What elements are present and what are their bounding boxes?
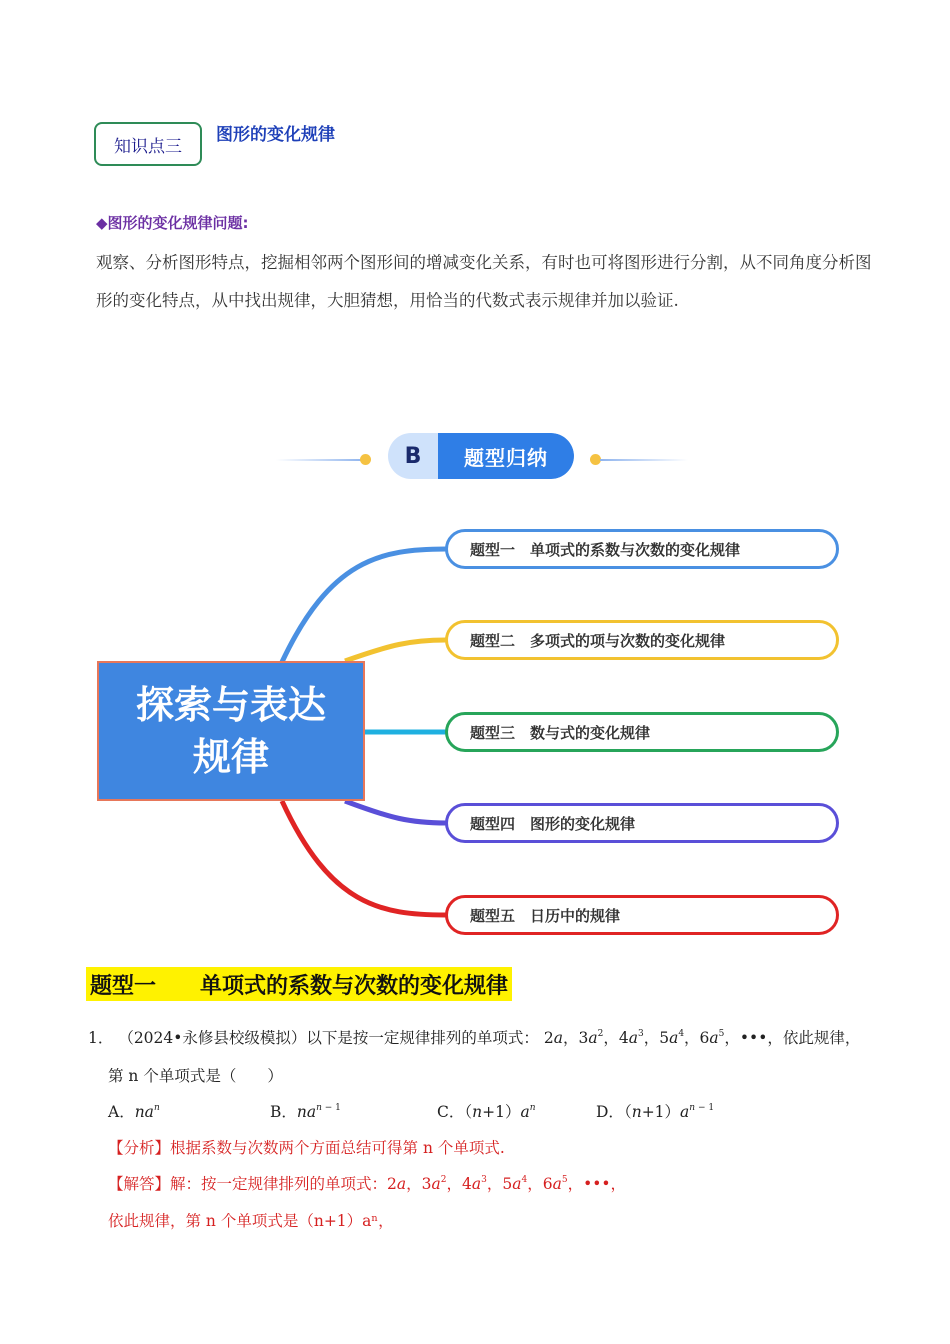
option-c-label: C．: [437, 1103, 465, 1121]
node-5-label: 题型五 日历中的规律: [470, 906, 621, 925]
option-d-label: D．: [596, 1103, 624, 1121]
option-a[interactable]: A．$na^n$: [108, 1103, 160, 1121]
option-d[interactable]: D．$(n+1)a^{n - 1}$: [596, 1103, 715, 1121]
mindmap-node-5: [445, 895, 839, 935]
question-line-1: [88, 1026, 888, 1048]
connector-1: [282, 549, 446, 662]
center-line-2: 规律: [192, 735, 269, 779]
answer-text: 解：按一定规律排列的单项式：: [170, 1175, 388, 1193]
option-b-label: B．: [270, 1103, 297, 1121]
mindmap-node-2: [445, 620, 839, 660]
option-a-label: A．: [108, 1103, 135, 1121]
answer-suffix: ，•••，: [567, 1175, 627, 1193]
question-line-2: 第 n 个单项式是（ ）: [108, 1067, 283, 1085]
analysis-tag: 【分析】: [108, 1139, 171, 1157]
node-1-label: 题型一 单项式的系数与次数的变化规律: [470, 540, 741, 559]
mindmap-center: [97, 661, 365, 801]
answer-tag: 【解答】: [108, 1175, 171, 1193]
node-4-label: 题型四 图形的变化规律: [470, 814, 636, 833]
answer-terms: 2a，$3a^2$，$4a^3$，$5a^4$，$6a^5$: [387, 1175, 568, 1193]
center-line-1: 探索与表达: [135, 683, 326, 727]
knowledge-title: 图形的变化规律: [216, 125, 335, 145]
node-2-label: 题型二 多项式的项与次数的变化规律: [470, 631, 726, 650]
knowledge-point-label: 知识点三: [114, 136, 182, 157]
mindmap-node-4: [445, 803, 839, 843]
answer: [108, 1172, 626, 1194]
answer-line-2: 依此规律，第 n 个单项式是（n+1）aⁿ，: [108, 1212, 394, 1230]
subhead: ◆图形的变化规律问题:: [96, 214, 249, 232]
question-terms: 2a，$3a^2$，$4a^3$，$5a^4$，$6a^5$: [543, 1029, 725, 1047]
analysis: [108, 1136, 505, 1158]
connector-4: [345, 801, 446, 823]
banner-letter: B: [404, 443, 422, 469]
section-title: 题型一 单项式的系数与次数的变化规律: [86, 967, 512, 1001]
option-c[interactable]: C．$(n+1)a^n$: [437, 1103, 536, 1121]
connector-2: [345, 640, 446, 661]
connector-5: [282, 801, 446, 915]
mindmap-node-3: [445, 712, 839, 752]
question-number: 1．: [88, 1029, 114, 1047]
analysis-text: 根据系数与次数两个方面总结可得第 n 个单项式.: [170, 1139, 505, 1157]
mindmap-node-1: [445, 529, 839, 569]
knowledge-paragraph: 观察、分析图形特点，挖掘相邻两个图形间的增减变化关系，有时也可将图形进行分割，从不同角度分析图形的变化特点，从中找出规律，大胆猜想，用恰当的代数式表示规律并加以验证.: [96, 253, 872, 310]
option-b[interactable]: B．$na^{n - 1}$: [270, 1103, 341, 1121]
question-suffix: ，•••，依此规律，: [724, 1029, 861, 1047]
banner-text: 题型归纳: [438, 433, 574, 479]
question-source: （2024•永修县校级模拟）以下是按一定规律排列的单项式：: [118, 1029, 539, 1047]
node-3-label: 题型三 数与式的变化规律: [470, 723, 651, 742]
